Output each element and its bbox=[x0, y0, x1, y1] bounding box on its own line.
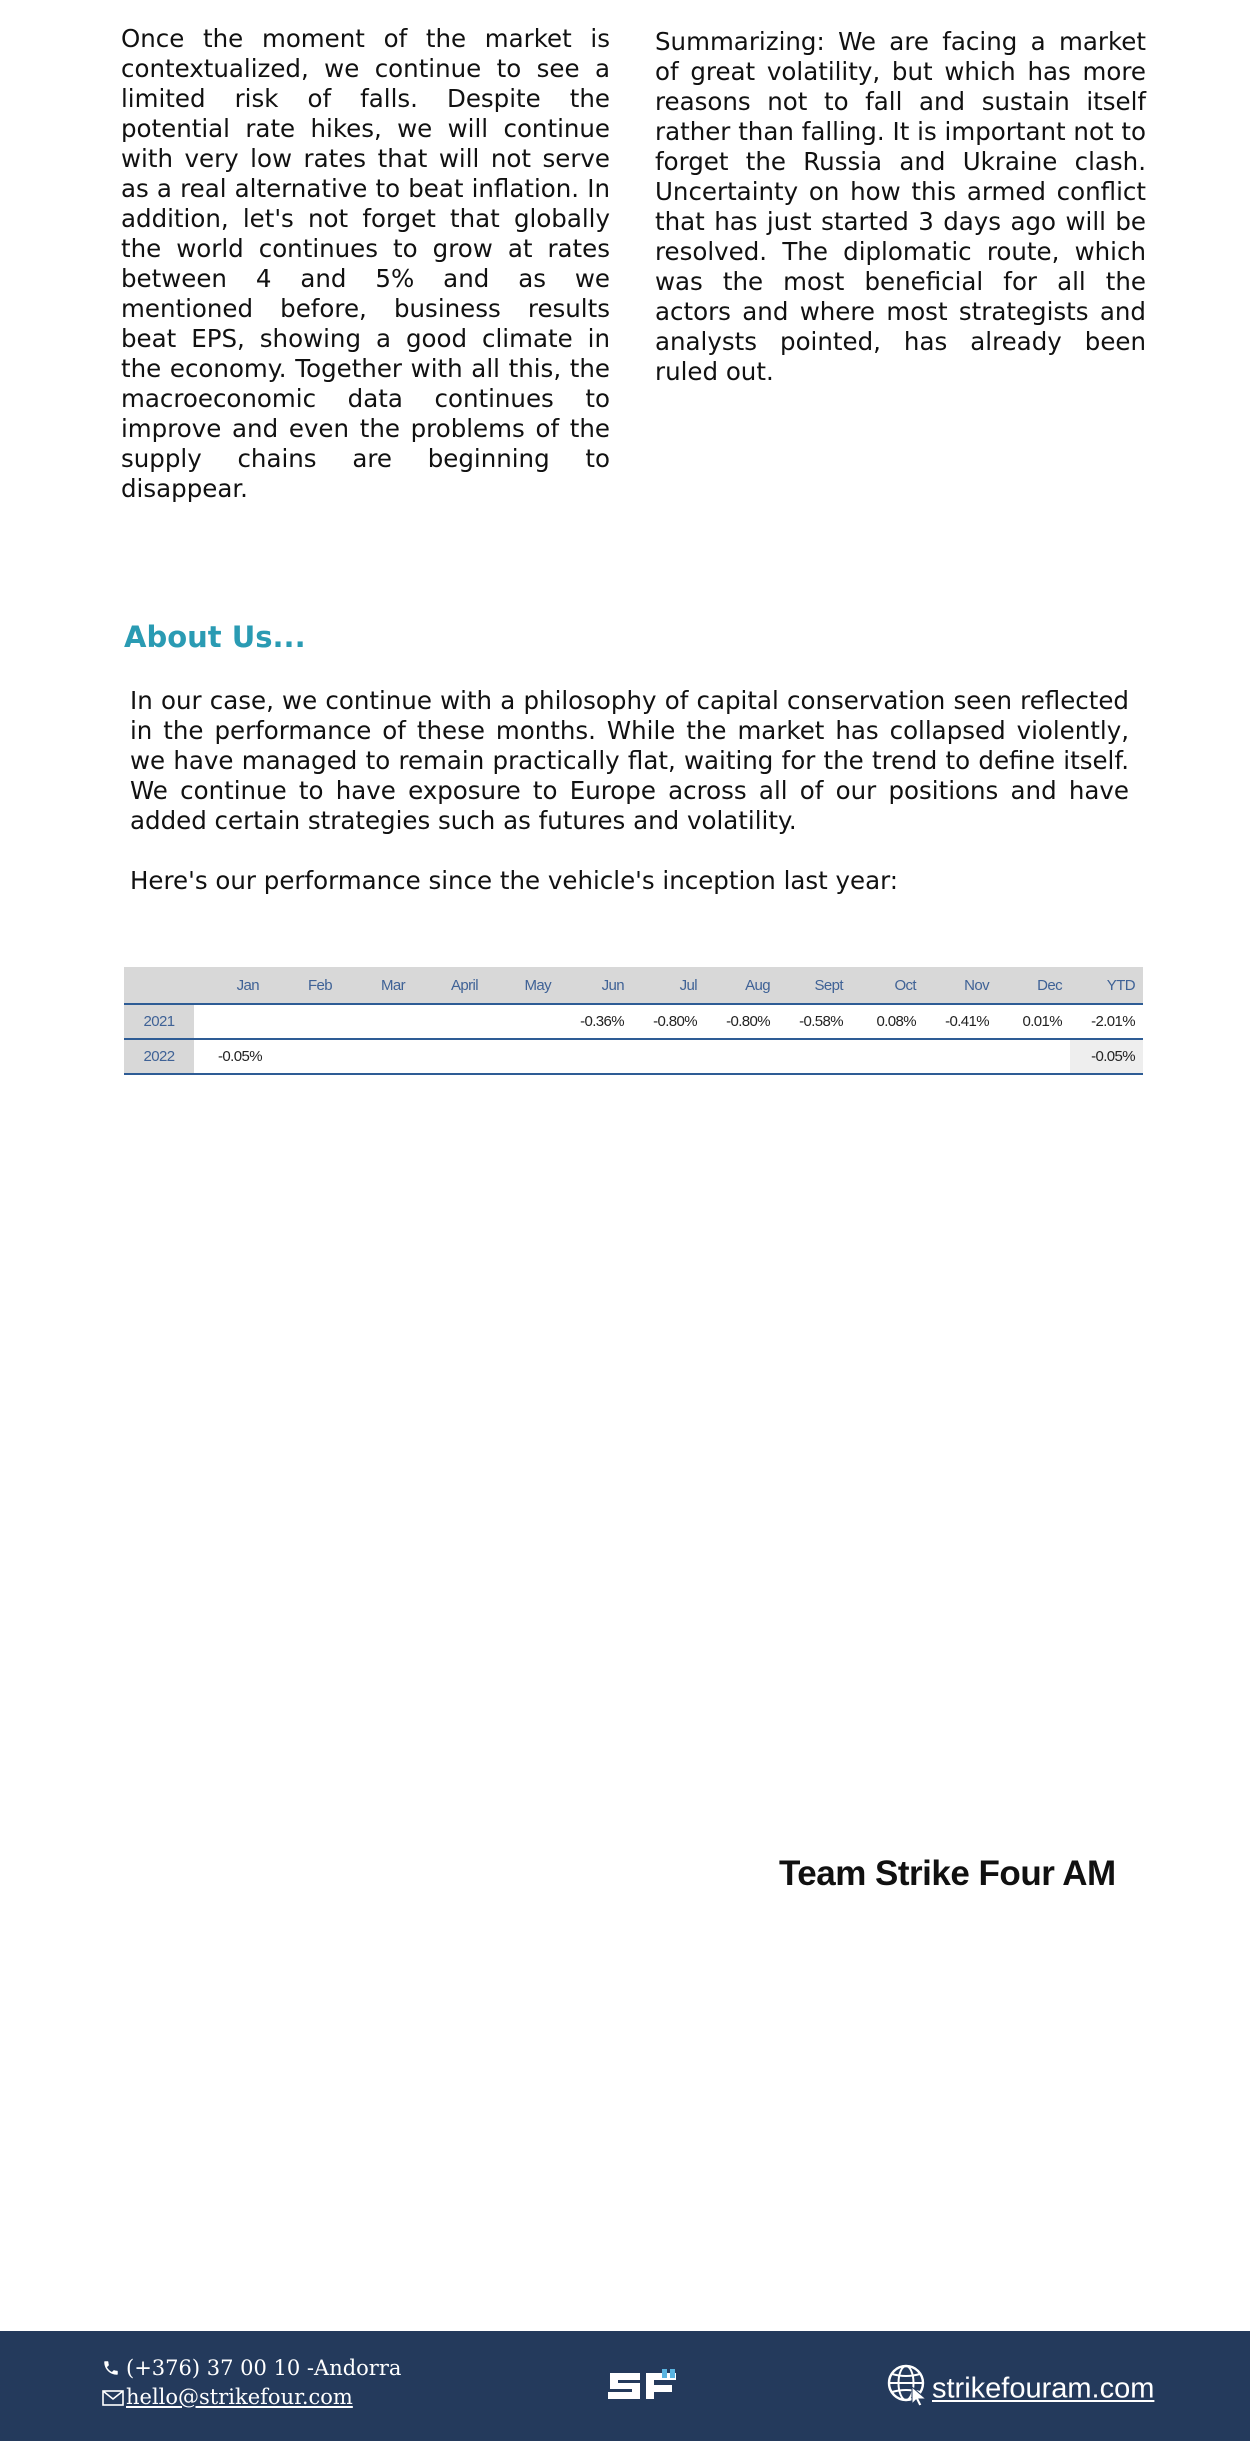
table-cell bbox=[340, 1039, 413, 1074]
table-cell bbox=[340, 1004, 413, 1039]
table-cell bbox=[194, 1004, 267, 1039]
year-cell: 2021 bbox=[124, 1004, 194, 1039]
table-cell bbox=[778, 1039, 851, 1074]
table-cell bbox=[267, 1004, 340, 1039]
envelope-icon bbox=[102, 2387, 126, 2411]
header-cell: Mar bbox=[340, 967, 413, 1004]
table-cell bbox=[632, 1039, 705, 1074]
footer-phone bbox=[102, 2356, 401, 2382]
footer-bar bbox=[0, 2331, 1250, 2441]
table-cell bbox=[997, 1039, 1070, 1074]
header-cell: Jul bbox=[632, 967, 705, 1004]
table-cell: 0.01% bbox=[997, 1004, 1070, 1039]
header-cell: YTD bbox=[1070, 967, 1143, 1004]
table-cell bbox=[924, 1039, 997, 1074]
table-cell bbox=[413, 1004, 486, 1039]
website-link[interactable]: strikefouram.com bbox=[932, 2372, 1155, 2405]
about-us-paragraph: In our case, we continue with a philosophy of capital conservation seen reflected in the performance of these months. While the market has collapsed violently, we have managed to remain practically flat, waiting for the trend to define itself. We continue to have exposure to Europe across all of our positions and have added certain strategies such as futures and volatility. bbox=[130, 686, 1129, 835]
table-row bbox=[124, 1039, 1143, 1074]
table-cell bbox=[559, 1039, 632, 1074]
table-cell: 0.08% bbox=[851, 1004, 924, 1039]
email-link[interactable]: hello@strikefour.com bbox=[126, 2385, 353, 2409]
header-cell: Oct bbox=[851, 967, 924, 1004]
phone-text: (+376) 37 00 10 -Andorra bbox=[126, 2356, 402, 2380]
table-cell bbox=[267, 1039, 340, 1074]
table-cell bbox=[486, 1039, 559, 1074]
table-cell: -0.58% bbox=[778, 1004, 851, 1039]
header-cell: Nov bbox=[924, 967, 997, 1004]
header-cell: Sept bbox=[778, 967, 851, 1004]
header-cell: Dec bbox=[997, 967, 1070, 1004]
globe-icon bbox=[886, 2363, 930, 2415]
summary-paragraph: Summarizing: We are facing a market of great volatility, but which has more reasons not to fall and sustain itself rather than falling. It is important not to forget the Russia and Ukraine clash. Uncertainty on how this armed conflict that has just started 3 days ago will be resolved. The diplomatic route, which was the most beneficial for all the actors and where most strategists and analysts pointed, has already been ruled out. bbox=[655, 27, 1146, 386]
about-us-heading: About Us... bbox=[124, 620, 306, 654]
table-cell bbox=[851, 1039, 924, 1074]
table-cell bbox=[413, 1039, 486, 1074]
footer-email[interactable] bbox=[102, 2385, 353, 2411]
header-cell bbox=[124, 967, 194, 1004]
phone-icon bbox=[102, 2358, 126, 2382]
ytd-cell: -2.01% bbox=[1070, 1004, 1143, 1039]
table-row bbox=[124, 1004, 1143, 1039]
header-cell: April bbox=[413, 967, 486, 1004]
table-cell: -0.36% bbox=[559, 1004, 632, 1039]
signature: Team Strike Four AM bbox=[779, 1854, 1116, 1893]
footer-website[interactable] bbox=[886, 2363, 1154, 2415]
header-cell: Feb bbox=[267, 967, 340, 1004]
table-cell: -0.80% bbox=[632, 1004, 705, 1039]
year-cell: 2022 bbox=[124, 1039, 194, 1074]
header-cell: Jan bbox=[194, 967, 267, 1004]
strike-four-logo bbox=[606, 2367, 692, 2409]
table-cell: -0.80% bbox=[705, 1004, 778, 1039]
table-header-row bbox=[124, 967, 1143, 1004]
header-cell: Aug bbox=[705, 967, 778, 1004]
performance-table bbox=[124, 967, 1143, 1075]
ytd-cell: -0.05% bbox=[1070, 1039, 1143, 1074]
performance-intro: Here's our performance since the vehicle's inception last year: bbox=[130, 866, 899, 895]
table-cell bbox=[486, 1004, 559, 1039]
table-cell bbox=[705, 1039, 778, 1074]
market-context-paragraph: Once the moment of the market is contextualized, we continue to see a limited risk of falls. Despite the potential rate hikes, we will continue with very low rates that will not serve as a real alternative to beat inflation. In addition, let's not forget that globally the world continues to grow at rates between 4 and 5% and as we mentioned before, business results beat EPS, showing a good climate in the economy. Together with all this, the macroeconomic data continues to improve and even the problems of the supply chains are beginning to disappear. bbox=[121, 24, 610, 503]
table-cell: -0.05% bbox=[194, 1039, 267, 1074]
header-cell: Jun bbox=[559, 967, 632, 1004]
table-cell: -0.41% bbox=[924, 1004, 997, 1039]
header-cell: May bbox=[486, 967, 559, 1004]
